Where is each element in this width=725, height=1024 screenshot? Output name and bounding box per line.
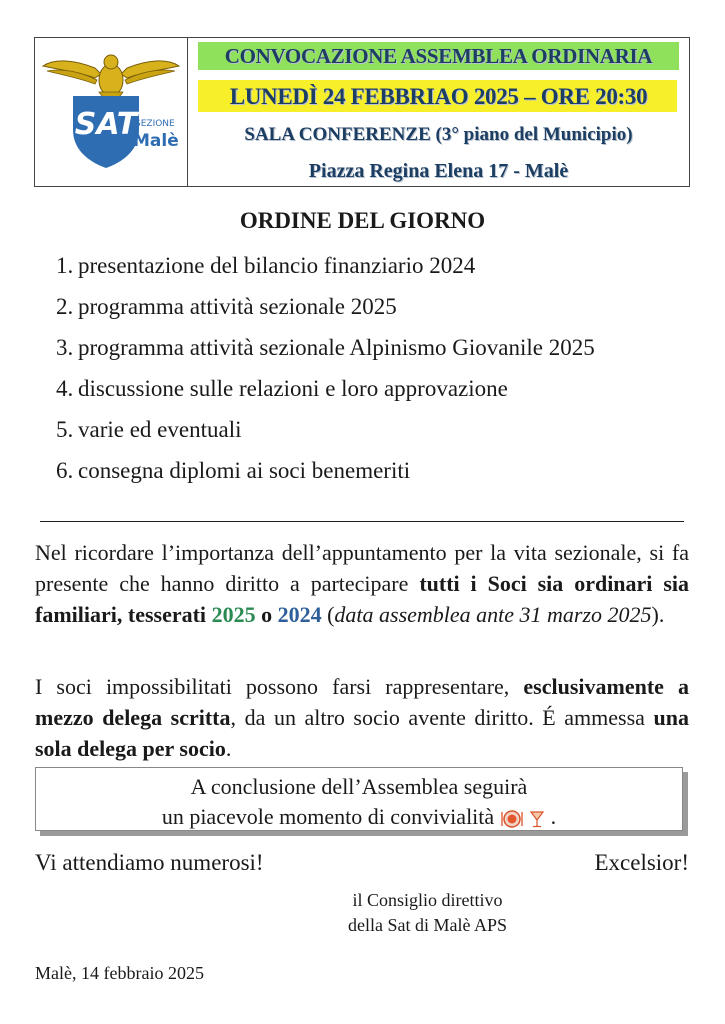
eligibility-paren-close: ). [651, 602, 665, 627]
signature [300, 888, 555, 938]
eligibility-year-2025: 2025 [211, 602, 256, 627]
meeting-address: Piazza Regina Elena 17 - Malè [308, 160, 569, 182]
proxy-one-per-member: una sola delega per socio [35, 705, 689, 761]
conviviality-line-2: un piacevole momento di convivialità [161, 804, 495, 829]
agenda-item-text: programma attività sezionale 2025 [78, 294, 397, 319]
agenda-item-number: 4. [56, 376, 74, 401]
sat-logo [35, 38, 187, 186]
agenda-item [56, 414, 595, 455]
logo-cell [35, 38, 188, 186]
document-date: Malè, 14 febbraio 2025 [35, 963, 204, 983]
proxy-text-2: , da un altro socio avente diritto. É ammessa [230, 705, 654, 730]
eligibility-members: tutti i Soci sia ordinari sia familiari, tesserati [35, 571, 690, 627]
cocktail-glass-icon [529, 809, 545, 829]
conviviality-end: . [550, 804, 557, 829]
shield-icon [73, 96, 140, 168]
proxy-text-1: I soci impossibilitati possono farsi rappresentare, [35, 674, 524, 699]
eligibility-conjunction: o [255, 602, 278, 627]
eagle-icon [43, 55, 179, 100]
eligibility-intro: Nel ricordare l’importanza dell’appuntamento per la vita sezionale, si fa presente che hanno diritto a partecipare [35, 540, 689, 596]
agenda-item-number: 6. [56, 458, 74, 483]
proxy-paragraph [35, 671, 689, 764]
agenda-item-text: discussione sulle relazioni e loro approvazione [78, 376, 508, 401]
proxy-written-only: esclusivamente a mezzo delega scritta [35, 674, 689, 730]
agenda-item-number: 1. [56, 253, 74, 278]
agenda-item [56, 455, 595, 496]
signature-line-2: della Sat di Malè APS [348, 915, 507, 935]
meeting-venue: SALA CONFERENZE (3° piano del Municipio) [244, 124, 633, 145]
header-table [34, 37, 690, 187]
plate-icon [500, 809, 524, 829]
agenda-item-number: 5. [56, 417, 74, 442]
agenda-list [56, 250, 595, 496]
eligibility-note: data assemblea ante 31 marzo 2025 [334, 602, 652, 627]
eligibility-paren-open: ( [321, 602, 335, 627]
agenda-item [56, 250, 595, 291]
logo-brand: SAT [74, 107, 138, 142]
meeting-datetime: LUNEDÌ 24 FEBBRIAO 2025 – ORE 20:30 [229, 84, 648, 109]
meeting-title: CONVOCAZIONE ASSEMBLEA ORDINARIA [224, 44, 653, 68]
info-cell [188, 38, 689, 186]
conviviality-box [35, 767, 683, 831]
divider [40, 521, 684, 522]
eligibility-paragraph [35, 537, 689, 630]
proxy-text-end: . [225, 736, 232, 761]
conviviality-line-1: A conclusione dell’Assemblea seguirà [190, 774, 528, 799]
closing-motto: Excelsior! [594, 850, 689, 875]
agenda-item-text: presentazione del bilancio finanziario 2024 [78, 253, 476, 278]
agenda-item [56, 373, 595, 414]
agenda-title: ORDINE DEL GIORNO [239, 208, 486, 233]
logo-section-label: SEZIONE [135, 119, 175, 129]
agenda-item-text: programma attività sezionale Alpinismo Giovanile 2025 [78, 335, 595, 360]
closing-greeting: Vi attendiamo numerosi! [35, 850, 264, 875]
conviviality-line-2-wrap [36, 802, 682, 832]
agenda-item-number: 3. [56, 335, 74, 360]
logo-section-name: Malè [133, 131, 179, 151]
agenda-item-text: consegna diplomi ai soci benemeriti [78, 458, 411, 483]
agenda-item [56, 291, 595, 332]
signature-line-1: il Consiglio direttivo [352, 890, 503, 910]
agenda-item-text: varie ed eventuali [78, 417, 242, 442]
eligibility-year-2024: 2024 [277, 602, 322, 627]
agenda-item [56, 332, 595, 373]
agenda-item-number: 2. [56, 294, 74, 319]
